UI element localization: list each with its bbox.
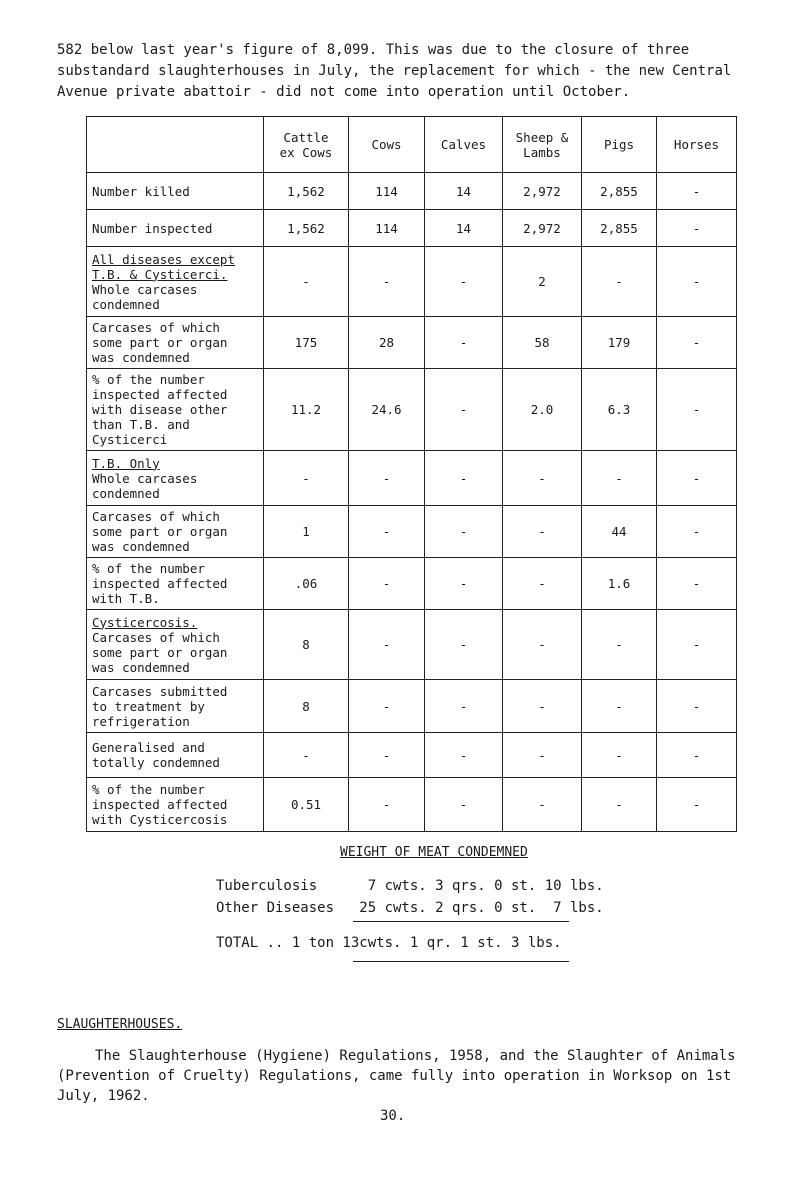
table-cell: -	[657, 610, 737, 680]
row-label-cell	[87, 610, 264, 680]
table-cell: -	[349, 680, 425, 733]
table-cell: -	[425, 778, 503, 832]
table-cell: -	[425, 610, 503, 680]
table-cell: 11.2	[264, 369, 349, 451]
table-cell: -	[349, 558, 425, 610]
row-label: Whole carcases condemned	[92, 281, 198, 312]
row-label-cell	[87, 369, 264, 451]
table-cell: 44	[582, 506, 657, 558]
table-cell: -	[425, 506, 503, 558]
table-row	[87, 610, 737, 680]
table-cell: -	[582, 733, 657, 778]
table-cell: -	[425, 451, 503, 506]
table-cell: -	[425, 680, 503, 733]
column-header: Cattle ex Cows	[264, 117, 349, 173]
table-cell: -	[425, 558, 503, 610]
table-cell: 179	[582, 317, 657, 369]
table-cell: 2	[503, 247, 582, 317]
table-cell: 8	[264, 680, 349, 733]
column-header: Sheep & Lambs	[503, 117, 582, 173]
table-cell: 14	[425, 173, 503, 210]
row-label-cell	[87, 680, 264, 733]
column-header: Horses	[657, 117, 737, 173]
table-row	[87, 558, 737, 610]
table-cell: -	[264, 247, 349, 317]
table-header-row	[87, 117, 737, 173]
weight-tuberculosis: Tuberculosis 7 cwts. 3 qrs. 0 st. 10 lbs.	[216, 878, 604, 894]
table-cell: 175	[264, 317, 349, 369]
table-cell: 1,562	[264, 173, 349, 210]
table-cell: 1	[264, 506, 349, 558]
table-cell: -	[582, 680, 657, 733]
row-label: % of the number inspected affected with T.B.	[92, 561, 228, 606]
row-label: Carcases of which some part or organ was condemned	[92, 509, 228, 554]
table-cell: 2.0	[503, 369, 582, 451]
table-cell: 6.3	[582, 369, 657, 451]
table-row	[87, 733, 737, 778]
table-cell: -	[657, 210, 737, 247]
weight-title: WEIGHT OF MEAT CONDEMNED	[340, 845, 528, 860]
table-cell: 14	[425, 210, 503, 247]
table-cell: 114	[349, 173, 425, 210]
table-cell: -	[657, 317, 737, 369]
row-label: Number killed	[92, 183, 190, 199]
row-label-cell	[87, 733, 264, 778]
table-row	[87, 369, 737, 451]
weight-other-diseases: Other Diseases 25 cwts. 2 qrs. 0 st. 7 lbs.	[216, 900, 604, 916]
table-cell: -	[264, 451, 349, 506]
row-label: Generalised and totally condemned	[92, 740, 220, 770]
row-label-cell	[87, 247, 264, 317]
column-header: Pigs	[582, 117, 657, 173]
table-row	[87, 778, 737, 832]
weight-total: TOTAL .. 1 ton 13cwts. 1 qr. 1 st. 3 lbs.	[216, 935, 562, 951]
table-row	[87, 451, 737, 506]
table-cell: 28	[349, 317, 425, 369]
row-label: Carcases of which some part or organ was condemned	[92, 320, 228, 365]
divider	[353, 921, 569, 922]
section-heading: T.B. Only	[92, 455, 160, 471]
column-header	[87, 117, 264, 173]
table-row	[87, 680, 737, 733]
table-cell: -	[264, 733, 349, 778]
table-cell: -	[425, 247, 503, 317]
table-cell: -	[582, 451, 657, 506]
column-header: Cows	[349, 117, 425, 173]
row-label-cell	[87, 778, 264, 832]
slaughterhouses-heading: SLAUGHTERHOUSES.	[57, 1017, 183, 1032]
row-label: Carcases submitted to treatment by refrigeration	[92, 683, 228, 729]
section-heading: All diseases except T.B. & Cysticerci.	[92, 251, 235, 282]
row-label-cell	[87, 317, 264, 369]
section-heading: Cysticercosis.	[92, 614, 198, 630]
row-label: Whole carcases condemned	[92, 470, 198, 501]
table-cell: 2,972	[503, 210, 582, 247]
table-cell: -	[657, 247, 737, 317]
table-cell: -	[349, 733, 425, 778]
table-cell: -	[503, 680, 582, 733]
table-cell: -	[503, 733, 582, 778]
slaughterhouses-paragraph: The Slaughterhouse (Hygiene) Regulations, 1958, and the Slaughter of Animals (Prevention of Cruelty) Regulations, came fully into operation in Worksop on 1st July, 1962.	[57, 1048, 736, 1104]
table-cell: -	[582, 778, 657, 832]
table-cell: -	[657, 733, 737, 778]
table-row	[87, 210, 737, 247]
table-cell: -	[657, 558, 737, 610]
table-cell: 58	[503, 317, 582, 369]
table-cell: -	[349, 451, 425, 506]
table-cell: 1,562	[264, 210, 349, 247]
table-cell: -	[657, 451, 737, 506]
row-label-cell	[87, 506, 264, 558]
table-cell: -	[657, 369, 737, 451]
table-cell: -	[425, 369, 503, 451]
row-label: % of the number inspected affected with disease other than T.B. and Cysticerci	[92, 372, 228, 447]
page-number: 30.	[380, 1108, 406, 1124]
table-cell: -	[425, 317, 503, 369]
table-cell: -	[503, 451, 582, 506]
meat-inspection-table	[86, 116, 737, 832]
row-label-cell	[87, 451, 264, 506]
row-label-cell	[87, 210, 264, 247]
table-cell: -	[503, 506, 582, 558]
table-cell: 2,972	[503, 173, 582, 210]
table-cell: 0.51	[264, 778, 349, 832]
table-cell: -	[503, 558, 582, 610]
table-cell: 2,855	[582, 210, 657, 247]
table-row	[87, 506, 737, 558]
table-row	[87, 247, 737, 317]
divider	[353, 961, 569, 962]
table-cell: -	[503, 778, 582, 832]
table-row	[87, 317, 737, 369]
table-cell: -	[425, 733, 503, 778]
table-cell: -	[657, 680, 737, 733]
row-label: % of the number inspected affected with Cysticercosis	[92, 782, 228, 827]
table-cell: -	[503, 610, 582, 680]
column-header: Calves	[425, 117, 503, 173]
table-cell: -	[349, 610, 425, 680]
table-cell: -	[349, 247, 425, 317]
row-label: Carcases of which some part or organ was condemned	[92, 629, 228, 675]
table-cell: 24.6	[349, 369, 425, 451]
row-label: Number inspected	[92, 220, 213, 236]
table-cell: -	[657, 173, 737, 210]
table-cell: -	[582, 610, 657, 680]
table-cell: -	[657, 778, 737, 832]
intro-paragraph: 582 below last year's figure of 8,099. This was due to the closure of three substandard slaughterhouses in July, the replacement for which - the new Central Avenue private abattoir - did not come into operation until October.	[57, 42, 732, 100]
table-cell: 114	[349, 210, 425, 247]
table-cell: 2,855	[582, 173, 657, 210]
table-cell: -	[349, 506, 425, 558]
table-cell: -	[349, 778, 425, 832]
row-label-cell	[87, 558, 264, 610]
table-cell: -	[657, 506, 737, 558]
table-row	[87, 173, 737, 210]
row-label-cell	[87, 173, 264, 210]
table-cell: -	[582, 247, 657, 317]
table-cell: 8	[264, 610, 349, 680]
table-cell: 1.6	[582, 558, 657, 610]
table-cell: .06	[264, 558, 349, 610]
